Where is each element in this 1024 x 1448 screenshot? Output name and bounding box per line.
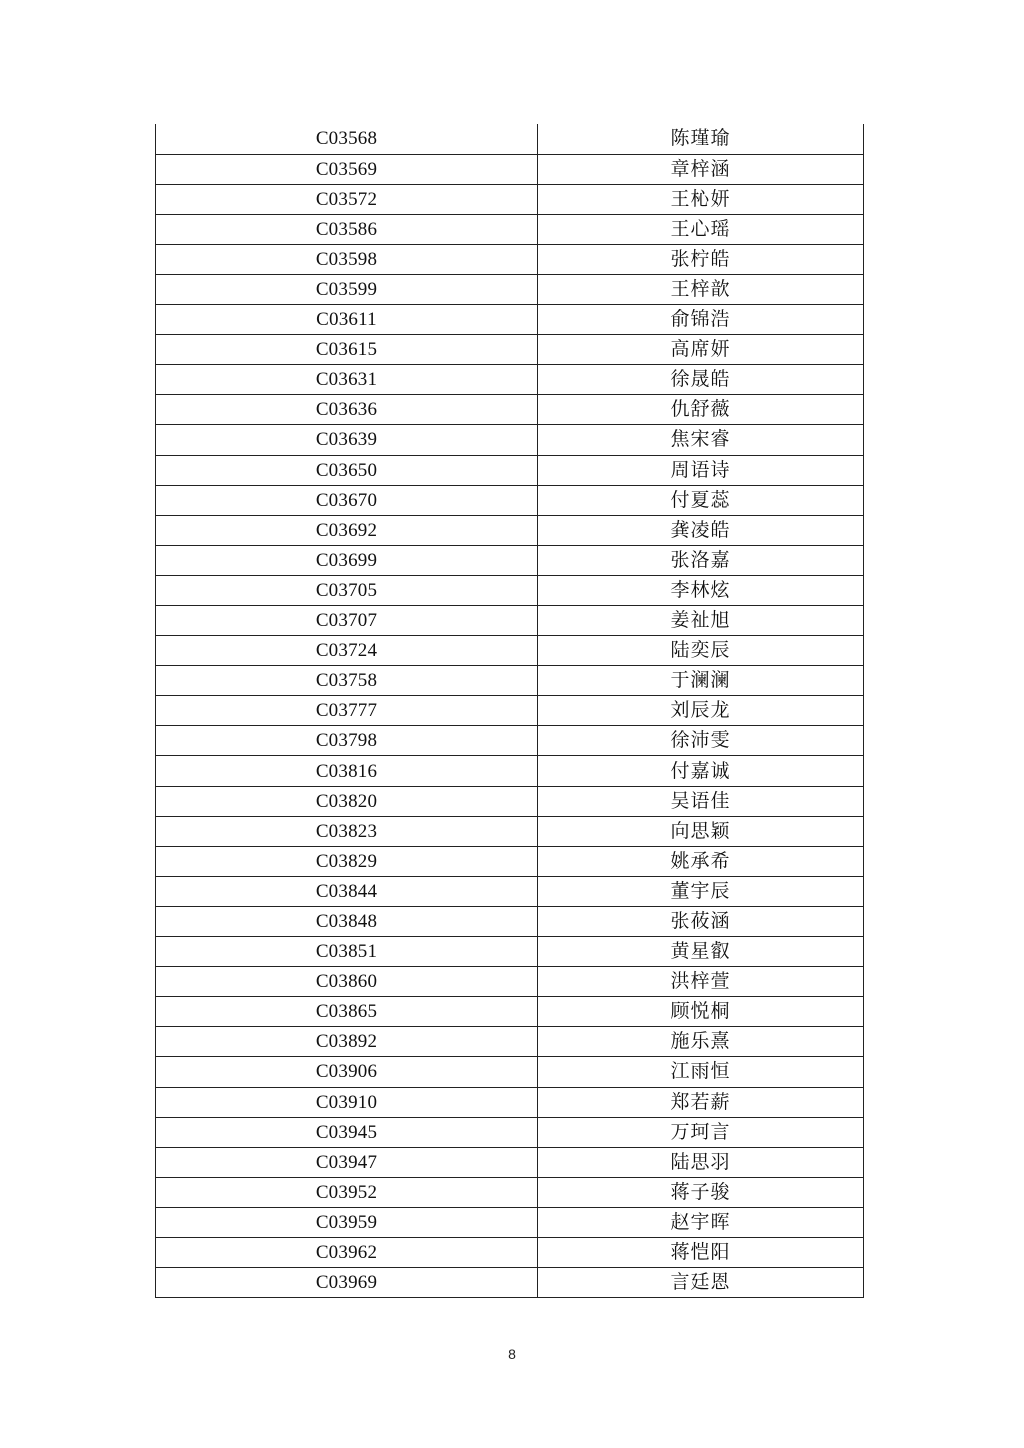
name-cell: 章梓涵 [538,154,864,184]
id-cell: C03586 [156,214,538,244]
name-cell: 王心瑶 [538,214,864,244]
name-cell: 顾悦桐 [538,997,864,1027]
name-cell: 董宇辰 [538,876,864,906]
name-cell: 于澜澜 [538,666,864,696]
table-row [156,846,864,876]
id-cell: C03572 [156,184,538,214]
table-row [156,906,864,936]
table-row [156,636,864,666]
id-cell: C03848 [156,906,538,936]
name-cell: 高席妍 [538,335,864,365]
name-cell: 张柠皓 [538,244,864,274]
name-cell: 郑若薪 [538,1087,864,1117]
name-cell: 吴语佳 [538,786,864,816]
table-row [156,154,864,184]
name-cell: 蒋子骏 [538,1177,864,1207]
table-row [156,756,864,786]
name-cell: 黄星叡 [538,937,864,967]
table-row [156,124,864,154]
table-row [156,816,864,846]
name-cell: 徐晟皓 [538,365,864,395]
table-row [156,1268,864,1298]
id-cell: C03959 [156,1207,538,1237]
table-row [156,1117,864,1147]
id-cell: C03599 [156,274,538,304]
id-cell: C03962 [156,1237,538,1267]
name-cell: 姚承希 [538,846,864,876]
name-cell: 李林炫 [538,575,864,605]
name-cell: 张洛嘉 [538,545,864,575]
name-cell: 陆奕辰 [538,636,864,666]
name-cell: 蒋恺阳 [538,1237,864,1267]
table-row [156,1147,864,1177]
id-cell: C03615 [156,335,538,365]
table-row [156,1207,864,1237]
id-cell: C03945 [156,1117,538,1147]
id-cell: C03650 [156,455,538,485]
table-row [156,1057,864,1087]
id-cell: C03699 [156,545,538,575]
id-cell: C03947 [156,1147,538,1177]
id-cell: C03705 [156,575,538,605]
table-row [156,1177,864,1207]
name-cell: 王杺妍 [538,184,864,214]
table-row [156,1087,864,1117]
table-row [156,365,864,395]
name-cell: 付嘉诚 [538,756,864,786]
table-row [156,425,864,455]
table-row [156,786,864,816]
id-cell: C03829 [156,846,538,876]
table-row [156,214,864,244]
page-number: 8 [508,1346,516,1362]
table-row [156,696,864,726]
name-cell: 言廷恩 [538,1268,864,1298]
name-cell: 万珂言 [538,1117,864,1147]
table-row [156,545,864,575]
name-cell: 焦宋睿 [538,425,864,455]
name-cell: 施乐熹 [538,1027,864,1057]
id-cell: C03952 [156,1177,538,1207]
id-cell: C03860 [156,967,538,997]
id-cell: C03865 [156,997,538,1027]
name-cell: 周语诗 [538,455,864,485]
name-cell: 陈瑾瑜 [538,124,864,154]
name-cell: 仇舒薇 [538,395,864,425]
id-cell: C03892 [156,1027,538,1057]
id-cell: C03568 [156,124,538,154]
id-cell: C03631 [156,365,538,395]
name-cell: 姜祉旭 [538,606,864,636]
table-row [156,244,864,274]
table-row [156,967,864,997]
name-cell: 陆思羽 [538,1147,864,1177]
table-row [156,184,864,214]
name-cell: 付夏蕊 [538,485,864,515]
table-row [156,485,864,515]
name-cell: 向思颖 [538,816,864,846]
id-cell: C03906 [156,1057,538,1087]
id-cell: C03820 [156,786,538,816]
table-row [156,606,864,636]
table-row [156,937,864,967]
table-row [156,274,864,304]
table-row [156,666,864,696]
name-cell: 江雨恒 [538,1057,864,1087]
id-cell: C03569 [156,154,538,184]
id-cell: C03692 [156,515,538,545]
id-cell: C03851 [156,937,538,967]
name-cell: 赵宇晖 [538,1207,864,1237]
table-row [156,395,864,425]
name-cell: 刘辰龙 [538,696,864,726]
id-cell: C03910 [156,1087,538,1117]
id-cell: C03611 [156,305,538,335]
table-row [156,726,864,756]
id-cell: C03707 [156,606,538,636]
name-list-table [155,124,864,1298]
id-cell: C03670 [156,485,538,515]
name-cell: 张莜涵 [538,906,864,936]
table-row [156,335,864,365]
id-cell: C03724 [156,636,538,666]
table-row [156,997,864,1027]
name-cell: 洪梓萱 [538,967,864,997]
id-cell: C03777 [156,696,538,726]
id-cell: C03969 [156,1268,538,1298]
id-cell: C03816 [156,756,538,786]
id-cell: C03758 [156,666,538,696]
table-row [156,1027,864,1057]
name-cell: 龚凌皓 [538,515,864,545]
id-cell: C03798 [156,726,538,756]
table-body [156,124,864,1298]
table-row [156,1237,864,1267]
name-cell: 徐沛雯 [538,726,864,756]
table-row [156,515,864,545]
table-row [156,876,864,906]
id-cell: C03639 [156,425,538,455]
id-cell: C03823 [156,816,538,846]
id-cell: C03636 [156,395,538,425]
table-row [156,455,864,485]
table-row [156,575,864,605]
name-cell: 俞锦浩 [538,305,864,335]
table-row [156,305,864,335]
id-cell: C03844 [156,876,538,906]
id-cell: C03598 [156,244,538,274]
name-cell: 王梓歆 [538,274,864,304]
